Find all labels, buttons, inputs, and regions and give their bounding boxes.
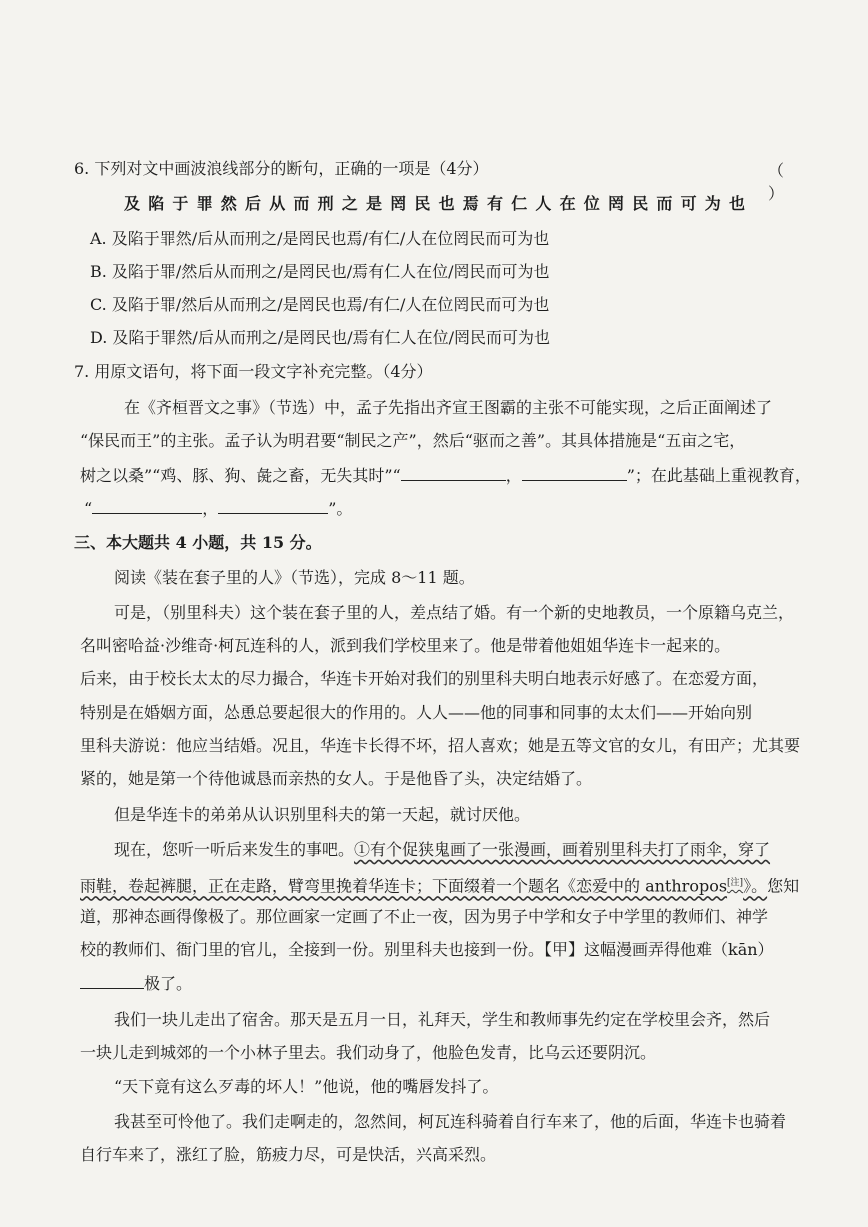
footnote-marker: [注] [727, 878, 744, 888]
passage-p1-line-2: 名叫密哈益·沙维奇·柯瓦连科的人，派到我们学校里来了。他是带着他姐姐华连卡一起来的。 [80, 636, 731, 655]
answer-blank-2[interactable] [522, 464, 627, 481]
q7-para-line-2: “保民而王”的主张。孟子认为明君要“制民之产”，然后“驱而之善”。其具体措施是“五亩之宅， [80, 431, 746, 450]
passage-p3-line-1 [114, 839, 770, 861]
q7-line4-close: ”。 [328, 499, 353, 518]
section-3-heading: 三、本大题共 4 小题，共 15 分。 [74, 533, 322, 552]
passage-p3-line-5 [80, 972, 192, 995]
q6-option-a: A. 及陷于罪然/后从而刑之/是罔民也焉/有仁/人在位罔民而可为也 [90, 229, 550, 248]
passage-p3-text-cont: 您知 [767, 876, 800, 896]
q7-line3-text-a: 树之以桑”“鸡、豚、狗、彘之畜，无失其时”“ [80, 466, 401, 485]
passage-p3-line-2 [80, 872, 799, 897]
q7-para-line-1: 在《齐桓晋文之事》（节选）中，孟子先指出齐宣王图霸的主张不可能实现，之后正面阐述了 [124, 398, 773, 417]
underlined-sentence-1-cont: 雨鞋，卷起裤腿，正在走路，臂弯里挽着华连卡；下面缀着一个题名《恋爱中的 anthropos [80, 876, 728, 896]
answer-blank-kan[interactable] [80, 972, 144, 989]
answer-blank-1[interactable] [401, 464, 506, 481]
q6-sentence: 及陷于罪然后从而刑之是罔民也焉有仁人在位罔民而可为也 [124, 194, 754, 213]
passage-p6-line-2: 自行车来了，涨红了脸，筋疲力尽，可是快活，兴高采烈。 [80, 1145, 497, 1164]
passage-p1-line-6: 紧的，她是第一个待他诚恳而亲热的女人。于是他昏了头，决定结婚了。 [80, 769, 593, 788]
q7-line4-comma: ， [202, 499, 219, 518]
answer-blank-3[interactable] [92, 497, 202, 514]
passage-p1-line-3: 后来，由于校长太太的尽力撮合，华连卡开始对我们的别里科夫明白地表示好感了。在恋爱方面， [80, 669, 769, 688]
underlined-sentence-1: ①有个促狭鬼画了一张漫画，画着别里科夫打了雨伞，穿了 [354, 840, 771, 859]
passage-p3-line-3: 道，那神态画得像极了。那位画家一定画了不止一夜，因为男子中学和女子中学里的教师们、神学 [80, 907, 769, 926]
q7-line3-text-c: ”；在此基础上重视教育， [626, 466, 811, 485]
q6-option-d: D. 及陷于罪然/后从而刑之/是罔民也/焉有仁人在位/罔民而可为也 [90, 328, 550, 347]
passage-p6-line-1: 我甚至可怜他了。我们走啊走的，忽然间，柯瓦连科骑着自行车来了，他的后面，华连卡也骑着 [114, 1112, 787, 1131]
passage-p1-line-1: 可是，（别里科夫）这个装在套子里的人，差点结了婚。有一个新的史地教员，一个原籍乌克兰， [114, 603, 795, 622]
passage-p4-line-1: 我们一块儿走出了宿舍。那天是五月一日，礼拜天，学生和教师事先约定在学校里会齐，然后 [114, 1010, 771, 1029]
answer-blank-4[interactable] [218, 497, 328, 514]
passage-p3-line-4: 校的教师们、衙门里的官儿，全接到一份。别里科夫也接到一份。【甲】这幅漫画弄得他难（kān） [80, 940, 774, 959]
q7-para-line-3 [80, 464, 811, 487]
passage-p2: 但是华连卡的弟弟从认识别里科夫的第一天起，就讨厌他。 [114, 805, 531, 824]
q6-answer-paren: （ ） [768, 161, 813, 203]
passage-p4-line-2: 一块儿走到城郊的一个小林子里去。我们动身了，他脸色发青，比乌云还要阴沉。 [80, 1043, 657, 1062]
q7-line4-open-quote: “ [84, 499, 93, 518]
q7-line3-comma: ， [505, 466, 522, 485]
q6-option-b: B. 及陷于罪/然后从而刑之/是罔民也/焉有仁人在位/罔民而可为也 [90, 262, 550, 281]
passage-p3-end: 极了。 [144, 974, 193, 993]
q7-stem: 7. 用原文语句，将下面一段文字补充完整。（4分） [74, 362, 433, 381]
passage-p3-text: 现在，您听一听后来发生的事吧。 [114, 840, 355, 859]
passage-p1-line-5: 里科夫游说：他应当结婚。况且，华连卡长得不坏，招人喜欢；她是五等文官的女儿，有田产；尤其要 [80, 736, 801, 755]
passage-p5: “天下竟有这么歹毒的坏人！”他说，他的嘴唇发抖了。 [114, 1077, 499, 1096]
q6-option-c: C. 及陷于罪/然后从而刑之/是罔民也焉/有仁/人在位罔民而可为也 [90, 295, 550, 314]
passage-p1-line-4: 特别是在婚姻方面，怂恿总要起很大的作用的。人人——他的同事和同事的太太们——开始向别 [80, 703, 753, 722]
reading-intro: 阅读《装在套子里的人》（节选），完成 8～11 题。 [114, 568, 475, 587]
underlined-sentence-1-end: 》。 [743, 876, 768, 896]
q6-stem: 6. 下列对文中画波浪线部分的断句，正确的一项是（4分） [74, 159, 489, 178]
q7-para-line-4 [84, 497, 352, 520]
